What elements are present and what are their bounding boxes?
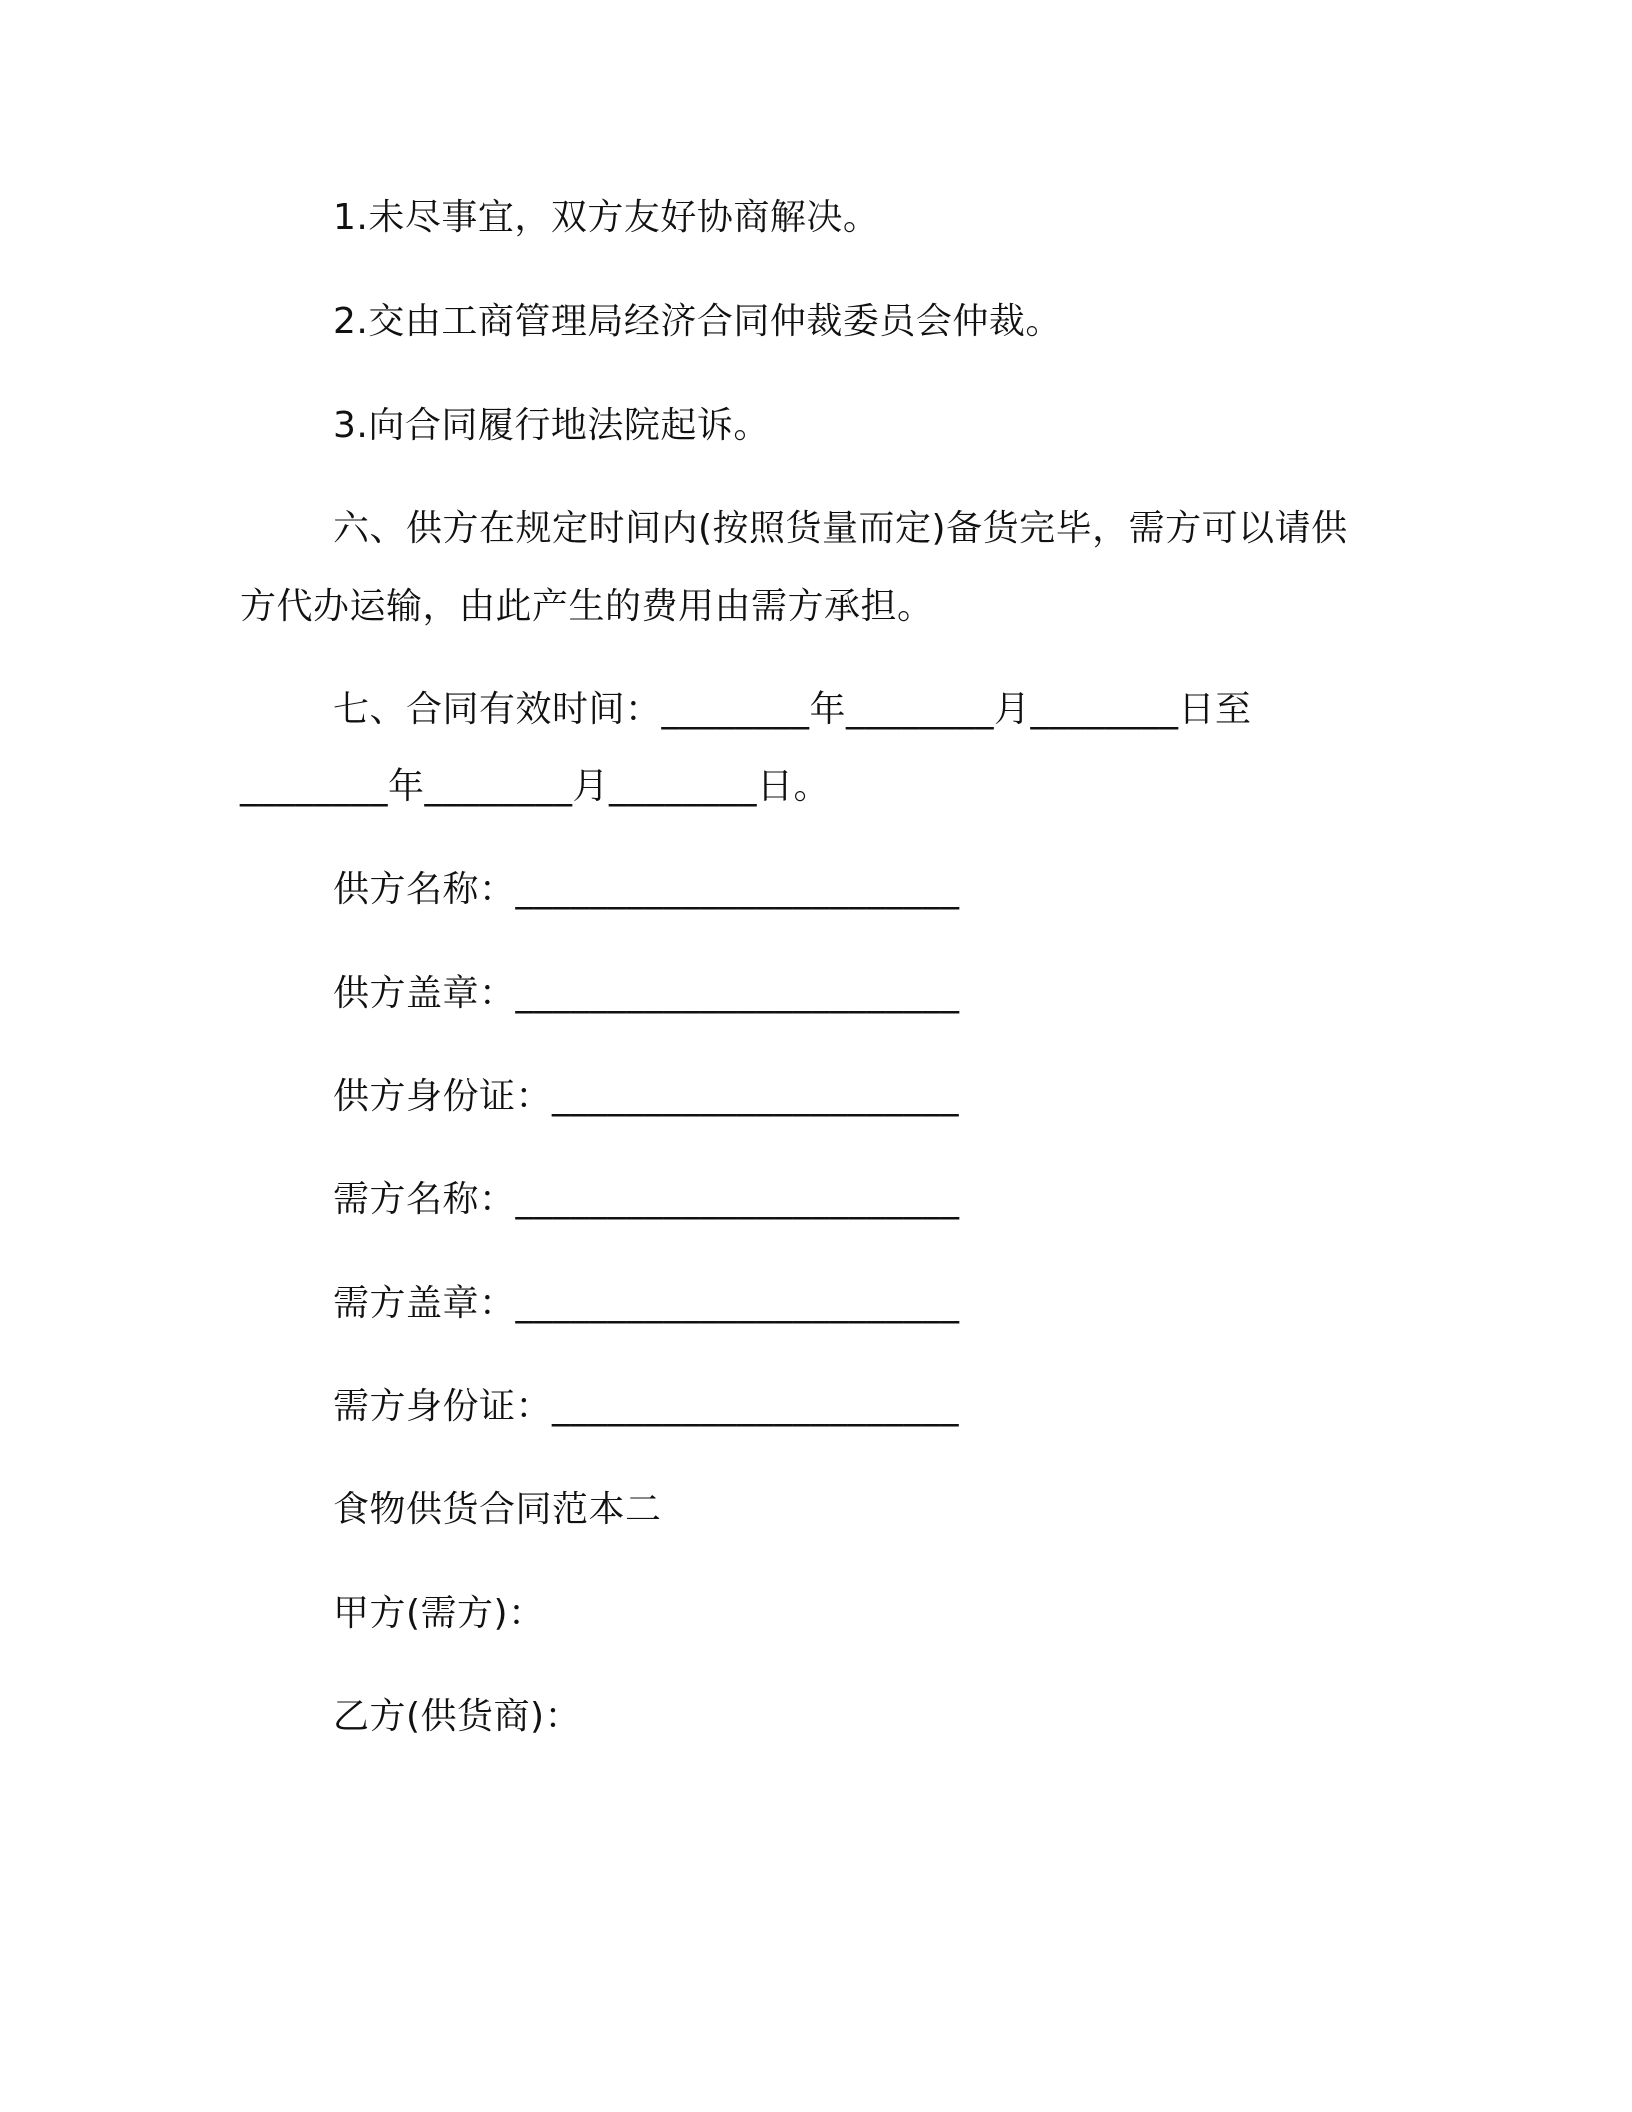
party-a-label: 甲方(需方)： <box>333 1593 545 1634</box>
supplier-seal-field: 供方盖章：________________________ <box>333 973 960 1014</box>
section-seven-line-2: ________年________月________日。 <box>240 766 830 807</box>
supplier-id-field: 供方身份证：______________________ <box>333 1076 960 1117</box>
buyer-name-field: 需方名称：________________________ <box>333 1179 960 1220</box>
clause-3: 3.向合同履行地法院起诉。 <box>333 405 770 446</box>
template-two-title: 食物供货合同范本二 <box>333 1489 662 1530</box>
buyer-seal-field: 需方盖章：________________________ <box>333 1283 960 1324</box>
clause-1: 1.未尽事宜，双方友好协商解决。 <box>333 197 880 238</box>
section-six-line-1: 六、供方在规定时间内(按照货量而定)备货完毕，需方可以请供 <box>333 508 1348 549</box>
clause-2: 2.交由工商管理局经济合同仲裁委员会仲裁。 <box>333 301 1062 342</box>
supplier-name-field: 供方名称：________________________ <box>333 869 960 910</box>
buyer-id-field: 需方身份证：______________________ <box>333 1386 960 1427</box>
party-b-label: 乙方(供货商)： <box>333 1696 582 1737</box>
section-seven-line-1: 七、合同有效时间：________年________月________日至 <box>333 689 1252 730</box>
section-six-line-2: 方代办运输，由此产生的费用由需方承担。 <box>240 586 934 627</box>
